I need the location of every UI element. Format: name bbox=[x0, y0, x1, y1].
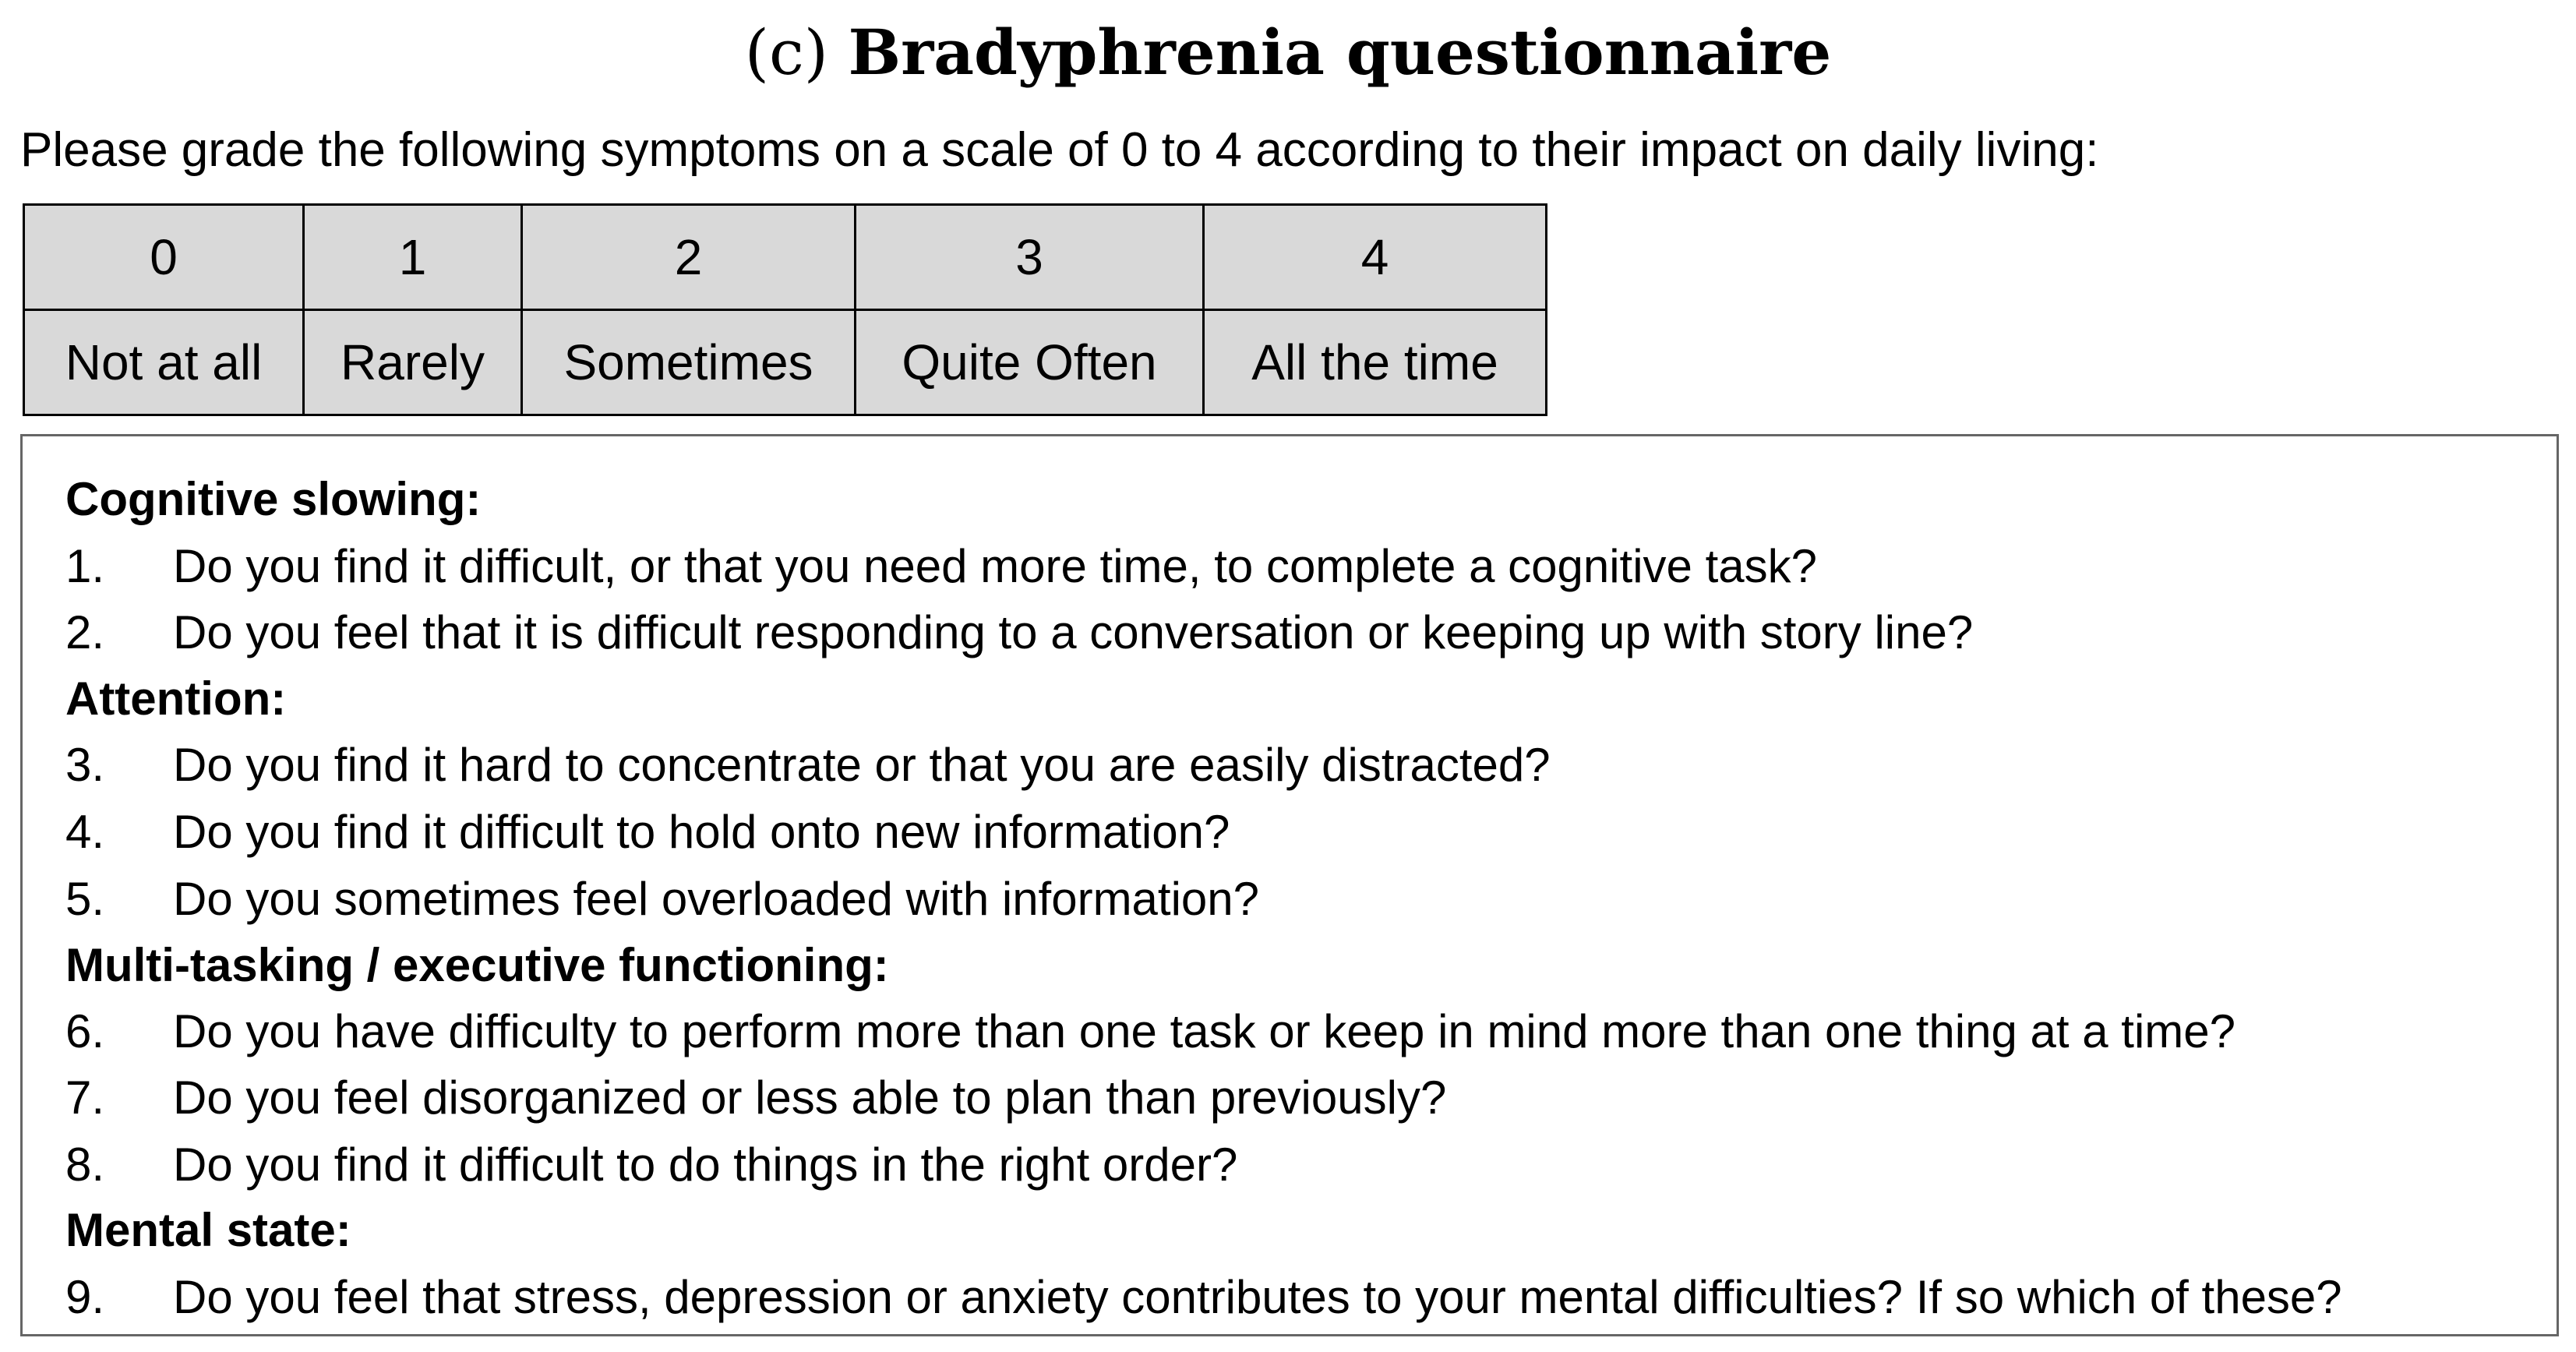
question-number: 9. bbox=[65, 1271, 105, 1323]
question-text: Do you have difficulty to perform more than one task or keep in mind more than one thing at a time? bbox=[173, 1005, 2236, 1057]
question-number: 4. bbox=[65, 806, 105, 858]
section-heading-attention: Attention: bbox=[65, 672, 287, 725]
question-item bbox=[65, 1064, 1446, 1131]
grading-scale-table bbox=[23, 203, 1547, 416]
instruction-text: Please grade the following symptoms on a scale of 0 to 4 according to their impact on daily living: bbox=[20, 123, 2099, 177]
scale-label-4: All the time bbox=[1204, 310, 1547, 415]
scale-label-0: Not at all bbox=[24, 310, 304, 415]
scale-value-4: 4 bbox=[1204, 205, 1547, 310]
question-number: 2. bbox=[65, 606, 105, 658]
question-item bbox=[65, 799, 1230, 866]
question-text: Do you find it difficult to do things in the right order? bbox=[173, 1138, 1238, 1191]
question-text: Do you find it difficult to hold onto new information? bbox=[173, 806, 1230, 858]
scale-value-0: 0 bbox=[24, 205, 304, 310]
question-item bbox=[65, 998, 2235, 1065]
question-text: Do you feel disorganized or less able to plan than previously? bbox=[173, 1071, 1447, 1124]
question-item bbox=[65, 1264, 2342, 1331]
question-text: Do you find it hard to concentrate or that you are easily distracted? bbox=[173, 739, 1551, 791]
question-item bbox=[65, 599, 1973, 666]
question-number: 3. bbox=[65, 739, 105, 791]
scale-value-3: 3 bbox=[856, 205, 1204, 310]
scale-label-1: Rarely bbox=[304, 310, 522, 415]
scale-values-row bbox=[24, 205, 1547, 310]
questions-box bbox=[20, 434, 2559, 1336]
question-item bbox=[65, 533, 1817, 600]
questionnaire-title: Bradyphrenia questionnaire bbox=[848, 16, 1832, 89]
question-item bbox=[65, 732, 1551, 799]
question-number: 1. bbox=[65, 540, 105, 592]
document-title bbox=[0, 9, 2576, 96]
question-item bbox=[65, 1131, 1237, 1198]
scale-value-1: 1 bbox=[304, 205, 522, 310]
figure-label: (c) bbox=[744, 16, 829, 89]
question-item bbox=[65, 866, 1259, 933]
section-heading-multi-tasking: Multi-tasking / executive functioning: bbox=[65, 939, 889, 991]
question-text: Do you feel that it is difficult responding to a conversation or keeping up with story line? bbox=[173, 606, 1974, 658]
scale-labels-row bbox=[24, 310, 1547, 415]
scale-value-2: 2 bbox=[522, 205, 856, 310]
question-number: 7. bbox=[65, 1071, 105, 1124]
question-number: 5. bbox=[65, 873, 105, 925]
question-text: Do you find it difficult, or that you need more time, to complete a cognitive task? bbox=[173, 540, 1817, 592]
section-heading-cognitive-slowing: Cognitive slowing: bbox=[65, 473, 482, 525]
scale-label-3: Quite Often bbox=[856, 310, 1204, 415]
question-text: Do you feel that stress, depression or anxiety contributes to your mental difficulties? If so which of these? bbox=[173, 1271, 2342, 1323]
section-heading-mental-state: Mental state: bbox=[65, 1204, 351, 1256]
question-text: Do you sometimes feel overloaded with information? bbox=[173, 873, 1260, 925]
question-number: 6. bbox=[65, 1005, 105, 1057]
question-number: 8. bbox=[65, 1138, 105, 1191]
scale-label-2: Sometimes bbox=[522, 310, 856, 415]
